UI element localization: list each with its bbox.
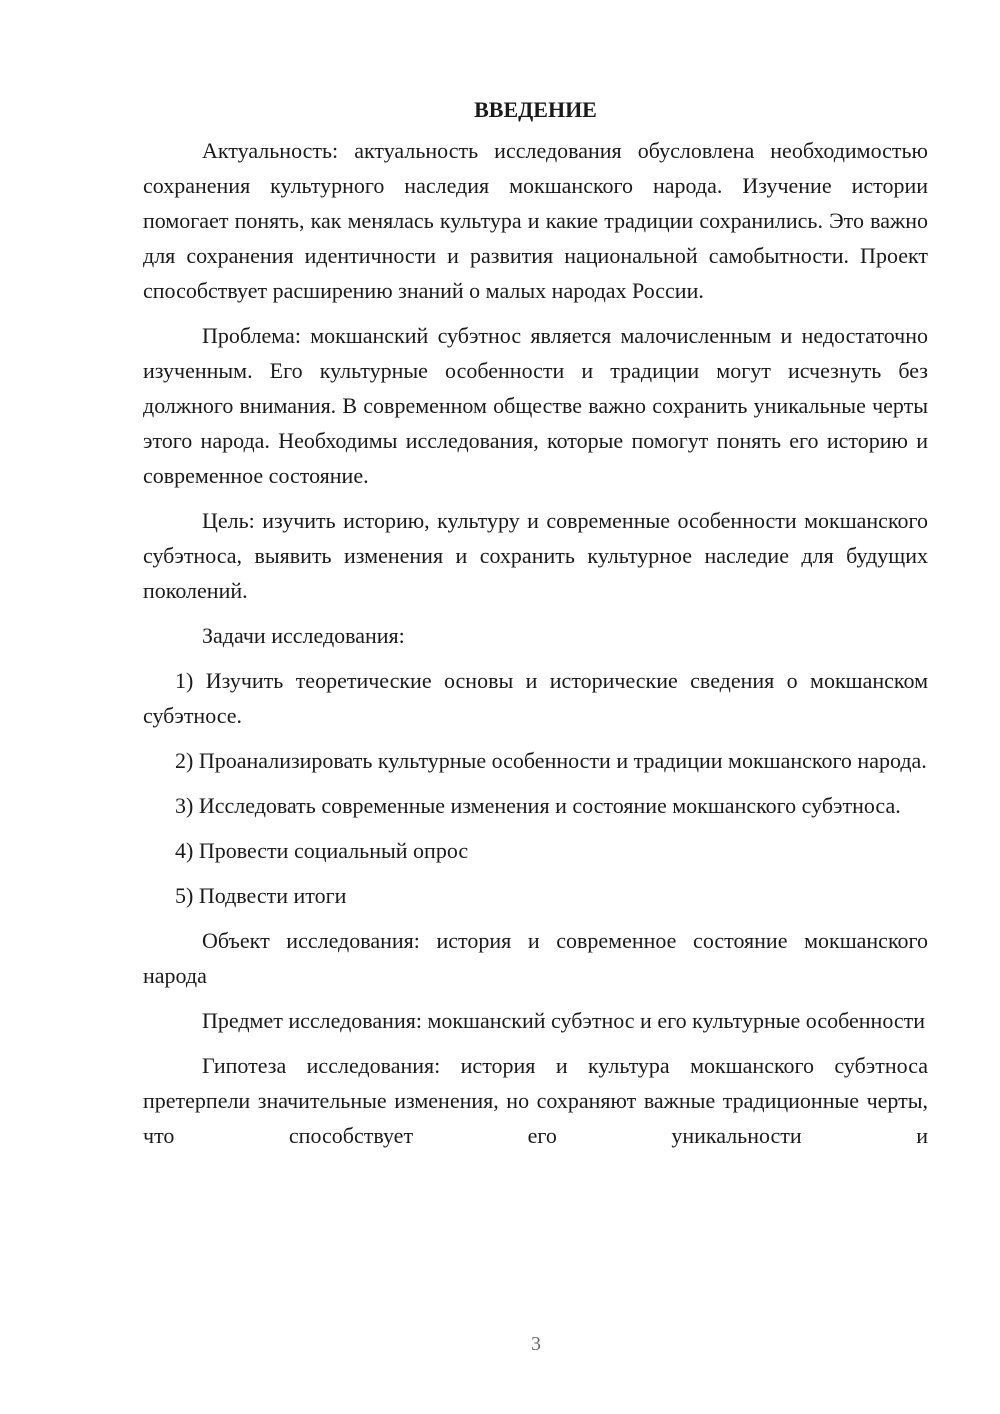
list-item-task-5: 5) Подвести итоги — [175, 883, 347, 908]
paragraph-object: Объект исследования: история и современное состояние мокшанского народа — [143, 928, 928, 988]
list-item-task-3: 3) Исследовать современные изменения и состояние мокшанского субэтноса. — [175, 793, 901, 818]
paragraph-hypothesis: Гипотеза исследования: история и культура мокшанского субэтноса претерпели значительные изменения, но сохраняют важные традиционные черты, что способствует его уникальности и — [143, 1053, 928, 1148]
list-item-task-2: 2) Проанализировать культурные особенности и традиции мокшанского народа. — [175, 748, 927, 773]
paragraph-relevance: Актуальность: актуальность исследования обусловлена необходимостью сохранения культурного наследия мокшанского народа. Изучение истории помогает понять, как менялась культура и какие традиции сохранились. Это важно для сохранения идентичности и развития национальной самобытности. Проект способствует расширению знаний о малых народах России. — [143, 138, 928, 303]
paragraph-problem: Проблема: мокшанский субэтнос является малочисленным и недостаточно изученным. Его культурные особенности и традиции могут исчезнуть без должного внимания. В современном обществе важно сохранить уникальные черты этого народа. Необходимы исследования, которые помогут понять его историю и современное состояние. — [143, 323, 928, 488]
page-number: 3 — [531, 1333, 541, 1355]
document-body — [143, 92, 928, 1153]
page-title: ВВЕДЕНИЕ — [474, 97, 597, 122]
tasks-heading: Задачи исследования: — [202, 623, 405, 648]
paragraph-subject: Предмет исследования: мокшанский субэтнос и его культурные особенности — [202, 1008, 926, 1033]
list-item-task-4: 4) Провести социальный опрос — [175, 838, 469, 863]
list-item-task-1: 1) Изучить теоретические основы и исторические сведения о мокшанском субэтносе. — [143, 668, 928, 728]
paragraph-goal: Цель: изучить историю, культуру и современные особенности мокшанского субэтноса, выявить изменения и сохранить культурное наследие для будущих поколений. — [143, 508, 928, 603]
